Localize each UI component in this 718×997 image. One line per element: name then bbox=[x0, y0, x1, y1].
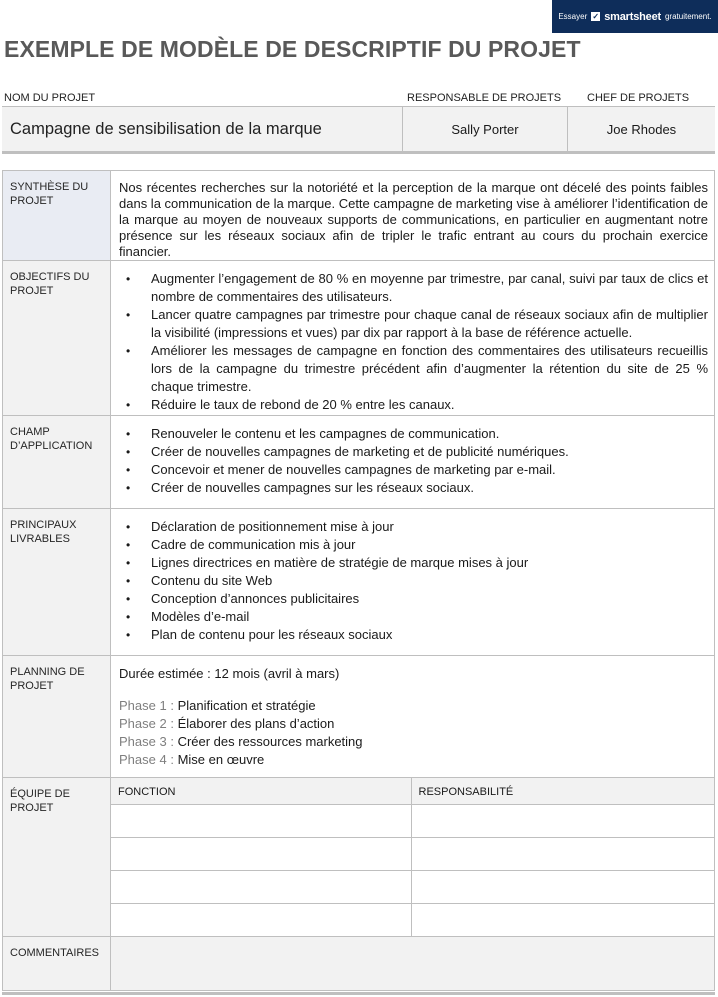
synthese-label: SYNTHÈSE DU PROJET bbox=[3, 171, 111, 261]
team-resp-cell[interactable] bbox=[411, 804, 714, 837]
commentaires-field[interactable] bbox=[111, 937, 715, 991]
project-brief-table bbox=[2, 170, 715, 991]
list-item: • Concevoir et mener de nouvelles campagnes de marketing par e-mail. bbox=[151, 461, 708, 479]
phase-line bbox=[119, 733, 708, 751]
project-header-row bbox=[2, 106, 715, 154]
smartsheet-trial-banner[interactable] bbox=[552, 0, 718, 33]
champ-label: CHAMP D’APPLICATION bbox=[3, 416, 111, 509]
row-synthese bbox=[3, 171, 715, 261]
row-commentaires bbox=[3, 937, 715, 991]
project-name-field[interactable]: Campagne de sensibilisation de la marque bbox=[2, 107, 403, 151]
team-fonction-cell[interactable] bbox=[111, 870, 411, 903]
table-row bbox=[111, 870, 714, 903]
header-labels bbox=[4, 92, 716, 106]
banner-brand: smartsheet bbox=[604, 10, 661, 23]
list-item: • Augmenter l’engagement de 80 % en moyenne par trimestre, par canal, suivi par taux de clics et nombre de commentaires des utilisateurs. bbox=[151, 270, 708, 306]
list-item: • Lignes directrices en matière de stratégie de marque mises à jour bbox=[151, 554, 708, 572]
list-item: • Conception d’annonces publicitaires bbox=[151, 590, 708, 608]
table-row bbox=[111, 804, 714, 837]
phase-label: Phase 4 : bbox=[119, 752, 174, 767]
phase-text: Créer des ressources marketing bbox=[177, 734, 363, 749]
list-item: • Améliorer les messages de campagne en fonction des commentaires des utilisateurs recueillis lors de la campagne du trimestre précédent afin d’augmenter la rétention du site de 25 % chaque trimestre. bbox=[151, 342, 708, 396]
phase-line bbox=[119, 751, 708, 769]
team-resp-cell[interactable] bbox=[411, 870, 714, 903]
project-responsible-field[interactable]: Sally Porter bbox=[403, 107, 568, 151]
commentaires-label: COMMENTAIRES bbox=[3, 937, 111, 991]
list-item: • Réduire le taux de rebond de 20 % entre les canaux. bbox=[151, 396, 708, 414]
phase-text: Mise en œuvre bbox=[177, 752, 265, 767]
team-fonction-cell[interactable] bbox=[111, 804, 411, 837]
banner-prefix: Essayer bbox=[558, 12, 588, 21]
phase-label: Phase 1 : bbox=[119, 698, 174, 713]
list-item: • Créer de nouvelles campagnes de marketing et de publicité numériques. bbox=[151, 443, 708, 461]
project-name-label: NOM DU PROJET bbox=[4, 92, 96, 104]
row-planning bbox=[3, 656, 715, 778]
table-row bbox=[111, 903, 714, 936]
phase-line bbox=[119, 715, 708, 733]
list-item: • Plan de contenu pour les réseaux sociaux bbox=[151, 626, 708, 644]
team-table-header bbox=[111, 778, 714, 804]
team-col-fonction: FONCTION bbox=[111, 778, 411, 804]
banner-suffix: gratuitement. bbox=[664, 12, 712, 21]
team-fonction-cell[interactable] bbox=[111, 903, 411, 936]
list-item: • Cadre de communication mis à jour bbox=[151, 536, 708, 554]
page-title: EXEMPLE DE MODÈLE DE DESCRIPTIF DU PROJET bbox=[4, 36, 581, 62]
list-item: • Créer de nouvelles campagnes sur les réseaux sociaux. bbox=[151, 479, 708, 497]
planning-duration: Durée estimée : 12 mois (avril à mars) bbox=[119, 666, 340, 681]
livrables-label: PRINCIPAUX LIVRABLES bbox=[3, 509, 111, 656]
phase-text: Élaborer des plans d’action bbox=[177, 716, 335, 731]
phase-text: Planification et stratégie bbox=[177, 698, 316, 713]
project-manager-field[interactable]: Joe Rhodes bbox=[568, 107, 715, 151]
row-champ bbox=[3, 416, 715, 509]
list-item: • Modèles d’e-mail bbox=[151, 608, 708, 626]
planning-cell[interactable] bbox=[111, 656, 715, 778]
row-livrables bbox=[3, 509, 715, 656]
champ-list bbox=[119, 425, 708, 497]
team-col-responsabilite: RESPONSABILITÉ bbox=[411, 778, 714, 804]
project-manager-label: CHEF DE PROJETS bbox=[587, 92, 690, 104]
synthese-cell[interactable] bbox=[111, 171, 715, 261]
team-resp-cell[interactable] bbox=[411, 837, 714, 870]
team-resp-cell[interactable] bbox=[411, 903, 714, 936]
objectifs-label: OBJECTIFS DU PROJET bbox=[3, 261, 111, 416]
champ-cell[interactable] bbox=[111, 416, 715, 509]
row-equipe bbox=[3, 778, 715, 937]
phase-label: Phase 3 : bbox=[119, 734, 174, 749]
equipe-label: ÉQUIPE DE PROJET bbox=[3, 778, 111, 937]
bottom-divider bbox=[2, 992, 715, 995]
objectifs-cell[interactable] bbox=[111, 261, 715, 416]
team-table bbox=[111, 778, 714, 936]
team-fonction-cell[interactable] bbox=[111, 837, 411, 870]
livrables-cell[interactable] bbox=[111, 509, 715, 656]
smartsheet-check-icon: ✓ bbox=[592, 12, 600, 21]
phase-line bbox=[119, 697, 708, 715]
list-item: • Déclaration de positionnement mise à jour bbox=[151, 518, 708, 536]
row-objectifs bbox=[3, 261, 715, 416]
synthese-text: Nos récentes recherches sur la notoriété et la perception de la marque ont décelé des points faibles dans la communication de la marque. Cette campagne de marketing vise à améliorer l’identification de la marque au moyen de nouveaux supports de communications, en particulier en augmentant notre présence sur les réseaux sociaux afin de tripler le trafic entrant au cours du prochain exercice financier. bbox=[119, 180, 708, 259]
list-item: • Contenu du site Web bbox=[151, 572, 708, 590]
planning-label: PLANNING DE PROJET bbox=[3, 656, 111, 778]
table-row bbox=[111, 837, 714, 870]
objectifs-list bbox=[119, 270, 708, 414]
phase-label: Phase 2 : bbox=[119, 716, 174, 731]
list-item: • Lancer quatre campagnes par trimestre pour chaque canal de réseaux sociaux afin de multiplier la visibilité (impressions et vues) par dix par rapport à la base de référence actuelle. bbox=[151, 306, 708, 342]
livrables-list bbox=[119, 518, 708, 644]
list-item: • Renouveler le contenu et les campagnes de communication. bbox=[151, 425, 708, 443]
project-responsible-label: RESPONSABLE DE PROJETS bbox=[407, 92, 562, 104]
equipe-cell bbox=[111, 778, 715, 937]
